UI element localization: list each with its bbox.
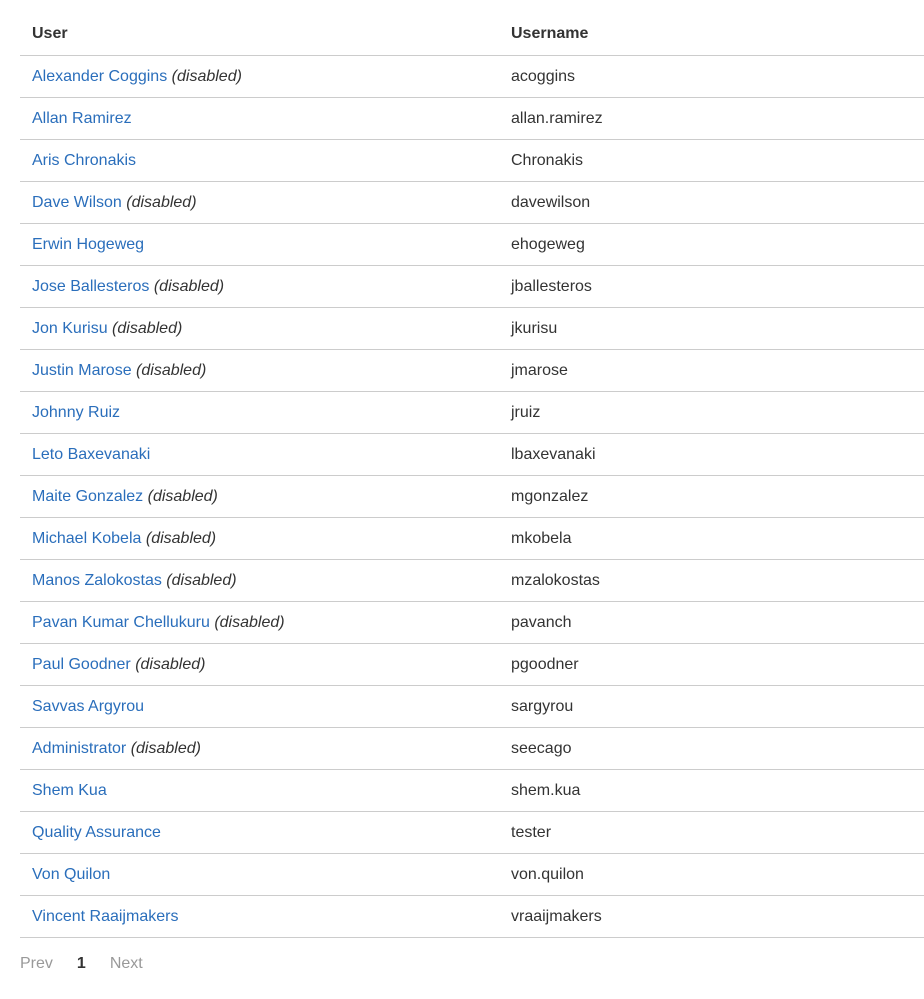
table-body [20, 56, 924, 938]
username-cell: allan.ramirez [499, 98, 924, 140]
table-row [20, 812, 924, 854]
user-name-link[interactable]: Johnny Ruiz [32, 403, 121, 421]
username-cell: jkurisu [499, 308, 924, 350]
table-row [20, 476, 924, 518]
user-cell [20, 56, 499, 98]
username-cell: lbaxevanaki [499, 434, 924, 476]
table-row [20, 560, 924, 602]
table-row [20, 770, 924, 812]
user-name-link[interactable]: Michael Kobela [32, 529, 142, 547]
table-row [20, 56, 924, 98]
username-cell: jballesteros [499, 266, 924, 308]
user-cell [20, 308, 499, 350]
user-cell [20, 770, 499, 812]
user-cell [20, 812, 499, 854]
table-row [20, 854, 924, 896]
user-status-disabled: (disabled) [136, 361, 207, 379]
user-name-link[interactable]: Erwin Hogeweg [32, 235, 145, 253]
user-cell [20, 854, 499, 896]
table-row [20, 518, 924, 560]
user-status-disabled: (disabled) [166, 571, 237, 589]
pagination-current-page[interactable]: 1 [76, 955, 86, 972]
username-cell: davewilson [499, 182, 924, 224]
user-status-disabled: (disabled) [126, 193, 197, 211]
user-name-link[interactable]: Savvas Argyrou [32, 697, 145, 715]
pagination-prev[interactable]: Prev [20, 955, 53, 972]
users-table-container [20, 12, 924, 938]
table-row [20, 308, 924, 350]
user-cell [20, 560, 499, 602]
user-cell [20, 728, 499, 770]
table-header-row [20, 12, 924, 56]
username-cell: jruiz [499, 392, 924, 434]
user-name-link[interactable]: Vincent Raaijmakers [32, 907, 179, 925]
user-status-disabled: (disabled) [147, 487, 218, 505]
user-name-link[interactable]: Von Quilon [32, 865, 111, 883]
user-cell [20, 182, 499, 224]
user-cell [20, 224, 499, 266]
user-name-link[interactable]: Allan Ramirez [32, 109, 132, 127]
user-name-link[interactable]: Quality Assurance [32, 823, 161, 841]
user-status-disabled: (disabled) [171, 67, 242, 85]
username-cell: mkobela [499, 518, 924, 560]
username-cell: seecago [499, 728, 924, 770]
table-row [20, 434, 924, 476]
pagination [20, 955, 143, 973]
username-cell: mgonzalez [499, 476, 924, 518]
pagination-next[interactable]: Next [109, 955, 143, 972]
username-cell: shem.kua [499, 770, 924, 812]
user-status-disabled: (disabled) [112, 319, 183, 337]
table-row [20, 644, 924, 686]
table-row [20, 728, 924, 770]
users-table [20, 12, 924, 938]
user-cell [20, 266, 499, 308]
user-status-disabled: (disabled) [130, 739, 201, 757]
user-name-link[interactable]: Dave Wilson [32, 193, 122, 211]
table-header [20, 12, 924, 56]
username-cell: von.quilon [499, 854, 924, 896]
username-cell: pgoodner [499, 644, 924, 686]
user-name-link[interactable]: Shem Kua [32, 781, 107, 799]
user-name-link[interactable]: Maite Gonzalez [32, 487, 144, 505]
table-row [20, 140, 924, 182]
user-cell [20, 476, 499, 518]
table-row [20, 350, 924, 392]
user-name-link[interactable]: Administrator [32, 739, 127, 757]
user-status-disabled: (disabled) [145, 529, 217, 547]
table-row [20, 686, 924, 728]
username-cell: jmarose [499, 350, 924, 392]
column-header-user[interactable]: User [20, 12, 499, 56]
user-cell [20, 602, 499, 644]
username-cell: mzalokostas [499, 560, 924, 602]
user-cell [20, 392, 499, 434]
table-row [20, 266, 924, 308]
user-status-disabled: (disabled) [214, 613, 285, 631]
table-row [20, 896, 924, 938]
user-name-link[interactable]: Pavan Kumar Chellukuru [32, 613, 210, 631]
user-cell [20, 98, 499, 140]
username-cell: pavanch [499, 602, 924, 644]
table-row [20, 602, 924, 644]
user-name-link[interactable]: Leto Baxevanaki [32, 445, 151, 463]
user-cell [20, 896, 499, 938]
user-cell [20, 518, 499, 560]
user-name-link[interactable]: Jose Ballesteros [32, 277, 150, 295]
user-cell [20, 644, 499, 686]
username-cell: sargyrou [499, 686, 924, 728]
user-name-link[interactable]: Manos Zalokostas [32, 571, 162, 589]
user-name-link[interactable]: Justin Marose [32, 361, 132, 379]
user-cell [20, 350, 499, 392]
user-status-disabled: (disabled) [153, 277, 225, 295]
user-status-disabled: (disabled) [135, 655, 206, 673]
user-name-link[interactable]: Jon Kurisu [32, 319, 108, 337]
user-name-link[interactable]: Alexander Coggins [32, 67, 168, 85]
username-cell: acoggins [499, 56, 924, 98]
user-name-link[interactable]: Aris Chronakis [32, 151, 137, 169]
user-cell [20, 434, 499, 476]
username-cell: ehogeweg [499, 224, 924, 266]
username-cell: Chronakis [499, 140, 924, 182]
user-name-link[interactable]: Paul Goodner [32, 655, 131, 673]
table-row [20, 224, 924, 266]
user-cell [20, 140, 499, 182]
column-header-username[interactable]: Username [499, 12, 924, 56]
username-cell: tester [499, 812, 924, 854]
table-row [20, 182, 924, 224]
user-cell [20, 686, 499, 728]
table-row [20, 98, 924, 140]
table-row [20, 392, 924, 434]
username-cell: vraaijmakers [499, 896, 924, 938]
